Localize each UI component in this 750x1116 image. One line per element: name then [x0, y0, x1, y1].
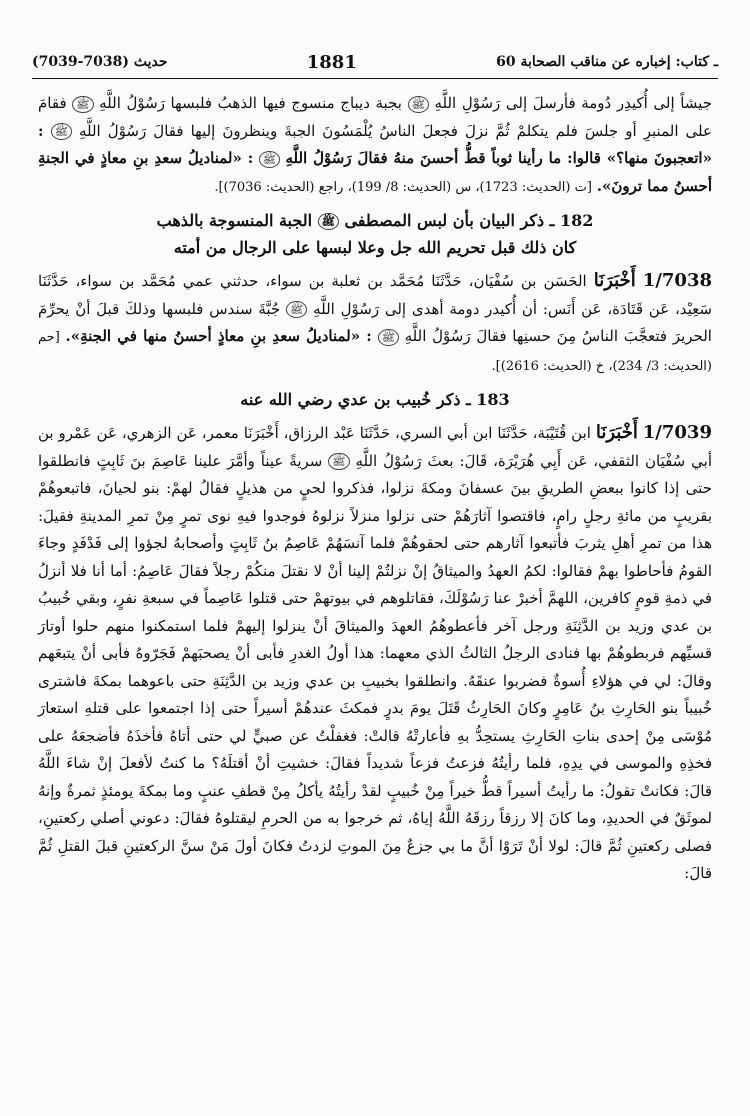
- hadith-number: 1/7038: [642, 270, 712, 291]
- hadith-number: 1/7039: [642, 422, 712, 443]
- paragraph-hadith-7038: 1/7038 أَخْبَرَنَا الحَسَن بن سُفْيَان، حَدَّثَنَا مُحَمَّد بن ثعلبة بن سواء، حدثني عمي مُحَمَّد بن سواء، حَدَّثَنَا سَعِيْد، عَن قَتَادَة، عَن أَنَس: أن أُكيدر دومة أهدى إلى رَسُوْلِ اللَّهِ ﷺ جُبَّةَ سندس فلبسها وذلكَ قبلَ أنْ يحرِّمَ الحريرَ فتعجَّبَ الناسُ مِنَ حسنِها فقالَ رَسُوْلُ اللَّهِ ﷺ : «لمناديلُ سعدِ بنِ معاذٍ أحسنُ منها في الجنةِ». [حم (الحديث: 3/ 234)، خ (الحديث: 2616)].: [38, 270, 712, 374]
- sallallahu-alayhi-wasallam-icon: ﷺ: [286, 301, 307, 318]
- sallallahu-alayhi-wasallam-icon: ﷺ: [72, 96, 93, 113]
- sallallahu-alayhi-wasallam-icon: ﷺ: [328, 453, 349, 470]
- page-header: [32, 46, 718, 79]
- sallallahu-alayhi-wasallam-icon: ﷺ: [408, 96, 429, 113]
- page-number: 1881: [306, 51, 357, 73]
- page-body: [38, 90, 712, 888]
- section-heading-182: 182 ـ ذكر البيان بأن لبس المصطفى ﷺ الجبة المنسوجة بالذهب كان ذلك قبل تحريم الله جل وعلا لبسها على الرجال من أمته: [156, 211, 594, 257]
- hadith-reference: [ت (الحديث: 1723)، س (الحديث: 8/ 199)، راجع (الحديث: 7036)].: [214, 179, 592, 195]
- sallallahu-alayhi-wasallam-icon: ﷺ: [259, 151, 280, 168]
- sallallahu-alayhi-wasallam-icon: ﷺ: [318, 213, 339, 230]
- section-heading-183: 183 ـ ذكر خُبيب بن عدي رضي الله عنه: [240, 390, 510, 409]
- hadith-reference: [حم (الحديث: 3/ 234)، خ (الحديث: 2616)].: [38, 330, 712, 374]
- hadith-range: حديث (7038-7039): [32, 54, 168, 70]
- chapter-title: 60 ـ كتاب: إخباره عن مناقب الصحابة: [496, 54, 718, 70]
- paragraph-hadith-continuation: جيشاً إلى أُكيدِر دُومة فأرسلَ إلى رَسُوْلِ اللَّهِ ﷺ بجبة ديباج منسوج فيها الذهبُ فلبسها رَسُوْلُ اللَّهِ ﷺ فقامَ على المنبرِ أو جلسَ فلم يتكلمْ ثُمَّ نزلَ فجعلَ الناسُ يُلْمَسُونَ الجبةَ وينظرونَ إليها فقالَ رَسُوْلُ اللَّهِ ﷺ : «اتعجبونَ منها؟» قالوا: ما رأينا ثوباً قطُّ أحسنَ منهُ فقالَ رَسُوْلُ اللَّهِ ﷺ : «لمناديلُ سعدِ بنِ معاذٍ في الجنةِ أحسنُ مما ترونَ». [ت (الحديث: 1723)، س (الحديث: 8/ 199)، راجع (الحديث: 7036)].: [38, 94, 712, 195]
- sallallahu-alayhi-wasallam-icon: ﷺ: [51, 123, 72, 140]
- paragraph-hadith-7039: 1/7039 أَخْبَرَنَا ابن قُتَيْبَة، حَدَّثَنَا ابن أبي السري، حَدَّثَنَا عَبْد الرزاق، أَخْبَرَنَا معمر، عَن الزهري، عَن عَمْرو بن أبي سُفْيَان الثقفي، عَن أَبِي هُرَيْرَة، قَالَ: بعثَ رَسُوْلُ اللَّهِ ﷺ سريةً عيناً وأمَّرَ علينا عَاصِمَ بنَ ثَابِتٍ فانطلقوا حتى إذا كانوا ببعضِ الطريقِ بينَ عسفانَ ومكةَ نزلوا، فذكروا لحيٍ من هذيلٍ فقالُ لهمْ: بنو لحيانَ، فاتبعوهُمْ بقريبٍ من مائةِ رجلٍ رامٍ، فاقتصوا آثارَهُمْ حتى نزلوا منزلاً نزلوهُ فوجدوا فيهِ نوى تمرٍ مِنْ تمرِ المدينةِ فقيلَ: هذا من تمرِ أهلِ يثربَ فأتبعوا آثارهم حتى لحقوهُمْ فلما آنسَهُمْ عَاصِمُ بنُ ثَابِتٍ وأصحابهُ لجؤوا إلى فَدْفَدٍ وجاءَ القومُ فأحاطوا بهمْ فقالوا: لكمُ العهدُ والميثاقُ إنْ نزلتُمْ إلينا أنْ لا نقتلَ منكُمْ رجلاً فقالَ عَاصِمُ: أما أنا فلا أنزلُ في ذمةِ قومٍ كافرين، اللهمَّ أخبرْ عنا رَسُوْلَكَ، فقاتلوهم في بيوتهمْ حتى قتلوا عَاصِماً في سبعةِ نفرٍ، وبقي خُبيبُ بن عدي وزيد بن الدَّثِنَةِ ورجل آخر فأعطوهُمُ العهدَ والميثاقَ أنْ ينزلوا إليهمْ فلما استمكنوا منهم حلوا أوتارَ قسيِّهم فربطوهُمْ بها فنادى الرجلُ الثالثُ الذي معهما: هذا أولُ الغدرِ فأبى أنْ يصحبَهمْ فَجَرّوهُ فأبى أنْ يتبعَهم وقالَ: لي في هؤلاءِ أُسوةٌ فضربوا عنقَهُ. وانطلقوا بخبيبِ بن عدي وزيد بن الدَّثِنَةِ حتى باعوهما بمكةَ فاشترى خُبيباً بنو الحَارِثِ بنُ عَامِرٍ وكانَ الحَارِثُ قَتَلَ يومَ بدرٍ فمكثَ عندهُمْ أسيراً حتى إذا اجتمعوا على قتلهِ استعارَ مُوْسَى مِنْ إحدى بناتِ الحَارِثِ يستحِدُّ بهِ فأعارتْهُ قالتْ: فغفلْتُ عن صبيٍّ لي حتى أتاهُ فأخذَهُ فأضجعَهُ على فخذِهِ والموسى في يدِهِ، فلما رأيتُهُ فزعتُ فزعاً شديداً فقالَ: خشيتِ أنْ أقتلَهُ؟ ما كنتُ لأفعلَ إنْ شاءَ اللَّهُ قالَ: فكانتْ تقولُ: ما رأيتُ أسيراً قطُّ خيراً مِنْ خُبيبٍ لقدْ رأيتُهُ يأكلُ مِنْ قطفِ عنبٍ وما بمكةَ يومئذٍ ثمرةٌ وإنهُ لموثَقٌ في الحديدِ، وما كانَ إلا رزقاً رزقَهُ اللَّهُ إياهُ، ثم خرجوا به من الحرمِ ليقتلوهُ فقالَ: دعوني أصلي ركعتينِ، فصلى ركعتينِ ثُمَّ قالَ: لولا أنْ تَرَوْا أنَّ ما بي جزعٌ مِنَ الموتِ لزدتُ فكانَ أولَ مَنْ سنَّ الركعتينِ قبلَ القتلِ ثُمَّ قالَ:: [38, 422, 712, 882]
- sallallahu-alayhi-wasallam-icon: ﷺ: [378, 329, 399, 346]
